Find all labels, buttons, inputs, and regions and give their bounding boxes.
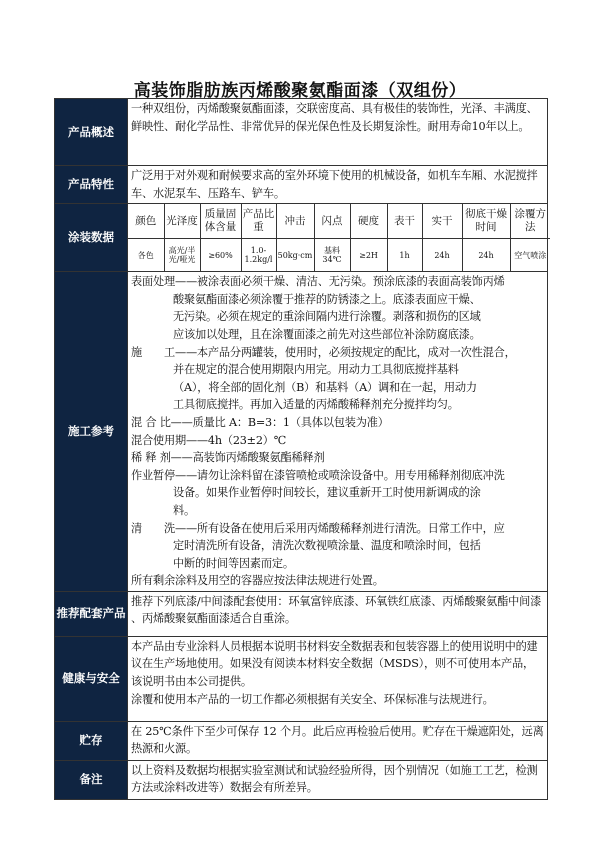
spec-header: 产品比重 bbox=[241, 204, 276, 239]
application-line: 酸聚氨酯面漆必须涂覆于推荐的防锈漆之上。底漆表面应干燥、 bbox=[173, 292, 481, 306]
application-line: 清 洗——所有设备在使用后采用丙烯酸稀释剂进行清洗。日常工作中，应 bbox=[131, 521, 505, 535]
application-line: （A），将全部的固化剂（B）和基料（A）调和在一起，用动力 bbox=[173, 380, 477, 394]
spec-header: 闪点 bbox=[314, 204, 350, 239]
spec-value: 24h bbox=[422, 239, 462, 272]
application-line: 所有剩余涂料及用空的容器应按法律法规进行处置。 bbox=[131, 574, 384, 588]
spec-header: 冲击 bbox=[276, 204, 314, 239]
spec-header: 颜色 bbox=[128, 204, 164, 239]
features-text: 广泛用于对外观和耐候要求高的室外环境下使用的机械设备，如机车车厢、水泥搅拌车、水泥泵车、压路车、铲车。 bbox=[128, 166, 548, 204]
application-line: 稀 释 剂——高装饰丙烯酸聚氨酯稀释剂 bbox=[131, 451, 325, 465]
spec-value: 各色 bbox=[128, 239, 164, 272]
specs-value-row bbox=[128, 239, 550, 272]
safety-text bbox=[128, 636, 548, 721]
label-recommend: 推荐配套产品 bbox=[55, 591, 128, 636]
label-overview: 产品概述 bbox=[55, 99, 128, 166]
specs-cell bbox=[128, 204, 548, 272]
row-application bbox=[55, 272, 548, 592]
row-notes bbox=[55, 760, 548, 799]
spec-header: 表干 bbox=[387, 204, 422, 239]
spec-value: 1.0-1.2kg/l bbox=[241, 239, 276, 272]
application-line: 混 合 比——质量比 A：B=3：1（具体以包装为准） bbox=[131, 415, 389, 429]
application-line: 并在规定的混合使用期限内用完。用动力工具彻底搅拌基料 bbox=[173, 363, 459, 377]
safety-paragraph: 本产品由专业涂料人员根据本说明书材料安全数据表和包装容器上的使用说明中的建议在生产场地使用。如果没有阅读本材料安全数据（MSDS），则不可使用本产品，该说明书由本公司提供。 bbox=[131, 639, 538, 689]
spec-value: 50kg·cm bbox=[276, 239, 314, 272]
page-title: 高装饰脂肪族丙烯酸聚氨酯面漆（双组份） bbox=[133, 81, 467, 101]
application-line: 应该加以处理，且在涂覆面漆之前先对这些部位补涂防腐底漆。 bbox=[173, 327, 481, 341]
spec-header: 光泽度 bbox=[164, 204, 200, 239]
application-line: 中断的时间等因素而定。 bbox=[173, 556, 294, 570]
specs-header-row bbox=[128, 204, 550, 239]
spec-value: 24h bbox=[462, 239, 510, 272]
application-line: 作业暂停——请勿让涂料留在漆管喷枪或喷涂设备中。用专用稀释剂彻底冲洗 bbox=[131, 468, 505, 482]
label-features: 产品特性 bbox=[55, 166, 128, 204]
row-overview bbox=[55, 99, 548, 166]
label-specs: 涂装数据 bbox=[55, 204, 128, 272]
overview-text: 一种双组份，丙烯酸聚氨酯面漆，交联密度高、具有极佳的装饰性，光泽、丰满度、鲜映性、耐化学品性、非常优异的保光保色性及长期复涂性。耐用寿命10年以上。 bbox=[128, 99, 548, 166]
storage-text: 在 25℃条件下至少可保存 12 个月。此后应再检验后使用。贮存在干燥遮阳处，远离热源和火源。 bbox=[128, 721, 548, 760]
application-line: 料。 bbox=[173, 503, 195, 517]
label-storage: 贮存 bbox=[55, 721, 128, 760]
application-line: 施 工——本产品分两罐装，使用时，必须按规定的配比，成对一次性混合， bbox=[131, 345, 516, 359]
spec-value: 基料34℃ bbox=[314, 239, 350, 272]
application-line: 定时清洗所有设备，清洗次数视喷涂量、温度和喷涂时间，包括 bbox=[173, 539, 481, 553]
row-safety bbox=[55, 636, 548, 721]
recommend-text: 推荐下列底漆/中间漆配套使用：环氧富锌底漆、环氧铁红底漆、丙烯酸聚氨酯中间漆 、丙烯酸聚氨酯面漆适合自重涂。 bbox=[128, 591, 548, 636]
application-line: 混合使用期——4h（23±2）℃ bbox=[131, 433, 287, 447]
spec-value: ≥60% bbox=[200, 239, 241, 272]
product-data-table bbox=[54, 98, 548, 800]
spec-value: 1h bbox=[387, 239, 422, 272]
row-storage bbox=[55, 721, 548, 760]
spec-value: 高光/半光/哑光 bbox=[164, 239, 200, 272]
label-application: 施工参考 bbox=[55, 272, 128, 592]
application-line: 工具彻底搅拌。再加入适量的丙烯酸稀释剂充分搅拌均匀。 bbox=[173, 398, 459, 412]
application-text bbox=[128, 272, 548, 592]
row-features bbox=[55, 166, 548, 204]
spec-header: 硬度 bbox=[350, 204, 387, 239]
row-specs bbox=[55, 204, 548, 272]
application-line: 表面处理——被涂表面必须干燥、清洁、无污染。预涂底漆的表面高装饰丙烯 bbox=[131, 275, 505, 289]
application-line: 无污染。必须在规定的重涂间隔内进行涂覆。剥落和损伤的区域 bbox=[173, 310, 481, 324]
spec-header: 涂覆方法 bbox=[510, 204, 550, 239]
row-recommend bbox=[55, 591, 548, 636]
label-notes: 备注 bbox=[55, 760, 128, 799]
safety-paragraph: 涂覆和使用本产品的一切工作都必须根据有关安全、环保标准与法规进行。 bbox=[131, 692, 494, 706]
label-safety: 健康与安全 bbox=[55, 636, 128, 721]
spec-header: 彻底干燥时间 bbox=[462, 204, 510, 239]
specs-table bbox=[128, 204, 550, 271]
notes-text: 以上资料及数据均根据实验室测试和试验经验所得，因个别情况（如施工工艺，检测方法或涂料改进等）数据会有所差异。 bbox=[128, 760, 548, 799]
spec-value: 空气喷涂 bbox=[510, 239, 550, 272]
application-line: 设备。如果作业暂停时间较长，建议重新开工时使用新调成的涂 bbox=[173, 486, 481, 500]
spec-header: 实干 bbox=[422, 204, 462, 239]
spec-value: ≥2H bbox=[350, 239, 387, 272]
spec-header: 质量固体含量 bbox=[200, 204, 241, 239]
